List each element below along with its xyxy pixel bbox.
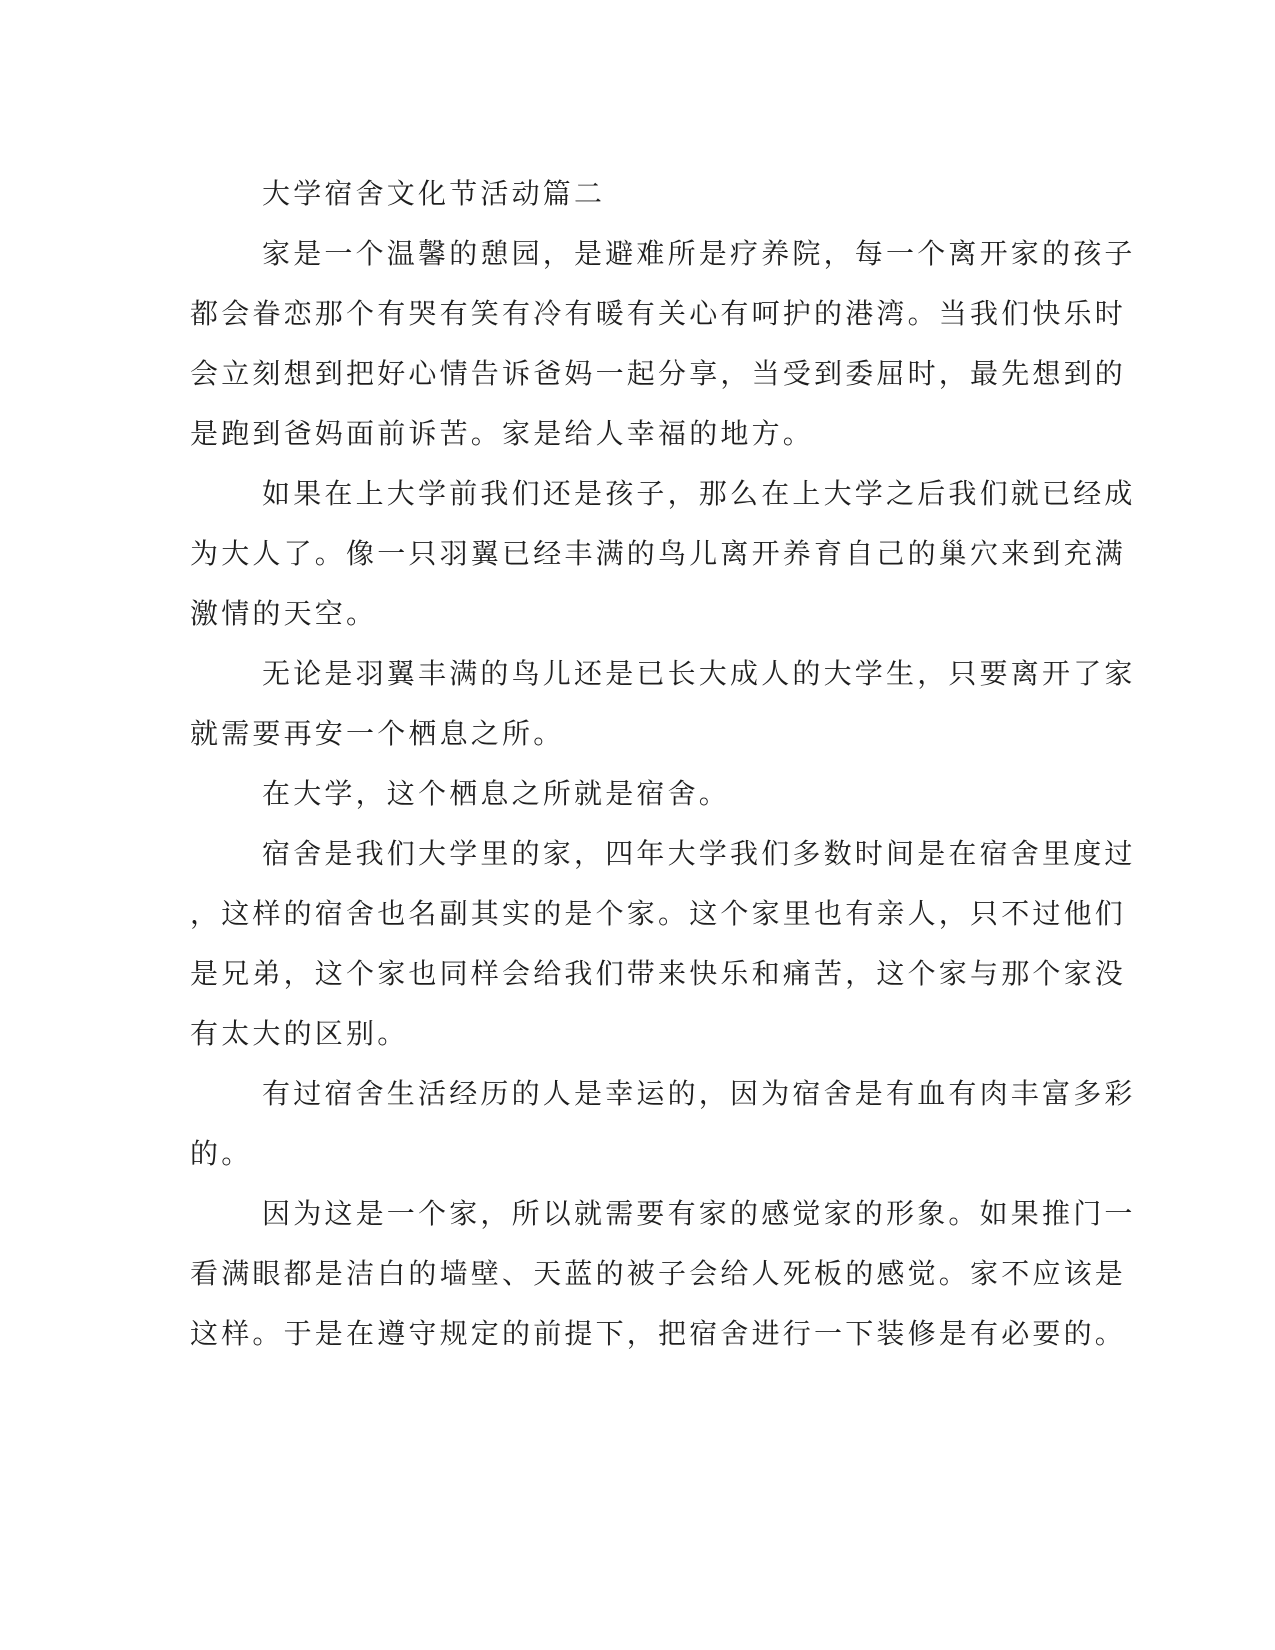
paragraph-line: 宿舍是我们大学里的家，四年大学我们多数时间是在宿舍里度过 [262, 837, 1136, 870]
paragraph-line: 有过宿舍生活经历的人是幸运的，因为宿舍是有血有肉丰富多彩 [262, 1077, 1136, 1110]
paragraph-line: 这样。于是在遵守规定的前提下，把宿舍进行一下装修是有必要的。 [190, 1317, 1127, 1350]
document-title: 大学宿舍文化节活动篇二 [262, 177, 606, 210]
paragraph [190, 1064, 1136, 1184]
paragraph-line: 的。 [190, 1137, 253, 1170]
paragraph-line: 看满眼都是洁白的墙壁、天蓝的被子会给人死板的感觉。家不应该是 [190, 1257, 1127, 1290]
paragraph-line: 有太大的区别。 [190, 1017, 409, 1050]
paragraph [190, 224, 1136, 464]
paragraph-line: 因为这是一个家，所以就需要有家的感觉家的形象。如果推门一 [262, 1197, 1136, 1230]
paragraph [190, 644, 1136, 764]
paragraph-line: 无论是羽翼丰满的鸟儿还是已长大成人的大学生，只要离开了家 [262, 657, 1136, 690]
paragraph [190, 1184, 1136, 1364]
paragraph-line: 就需要再安一个栖息之所。 [190, 717, 565, 750]
paragraph-line: 激情的天空。 [190, 597, 378, 630]
paragraph [190, 824, 1136, 1064]
paragraph-line: 都会眷恋那个有哭有笑有冷有暖有关心有呵护的港湾。当我们快乐时 [190, 297, 1127, 330]
paragraph-line: 会立刻想到把好心情告诉爸妈一起分享，当受到委屈时，最先想到的 [190, 357, 1127, 390]
paragraph-line: ，这样的宿舍也名副其实的是个家。这个家里也有亲人，只不过他们 [190, 897, 1127, 930]
paragraph-line: 是兄弟，这个家也同样会给我们带来快乐和痛苦，这个家与那个家没 [190, 957, 1127, 990]
paragraph-line: 家是一个温馨的憩园，是避难所是疗养院，每一个离开家的孩子 [262, 237, 1136, 270]
paragraph [190, 764, 1080, 824]
document-body [190, 164, 1136, 1364]
paragraph-line: 为大人了。像一只羽翼已经丰满的鸟儿离开养育自己的巢穴来到充满 [190, 537, 1127, 570]
paragraph-line: 如果在上大学前我们还是孩子，那么在上大学之后我们就已经成 [262, 477, 1136, 510]
paragraph-line: 在大学，这个栖息之所就是宿舍。 [262, 777, 731, 810]
paragraph [190, 464, 1136, 644]
paragraph-line: 是跑到爸妈面前诉苦。家是给人幸福的地方。 [190, 417, 815, 450]
